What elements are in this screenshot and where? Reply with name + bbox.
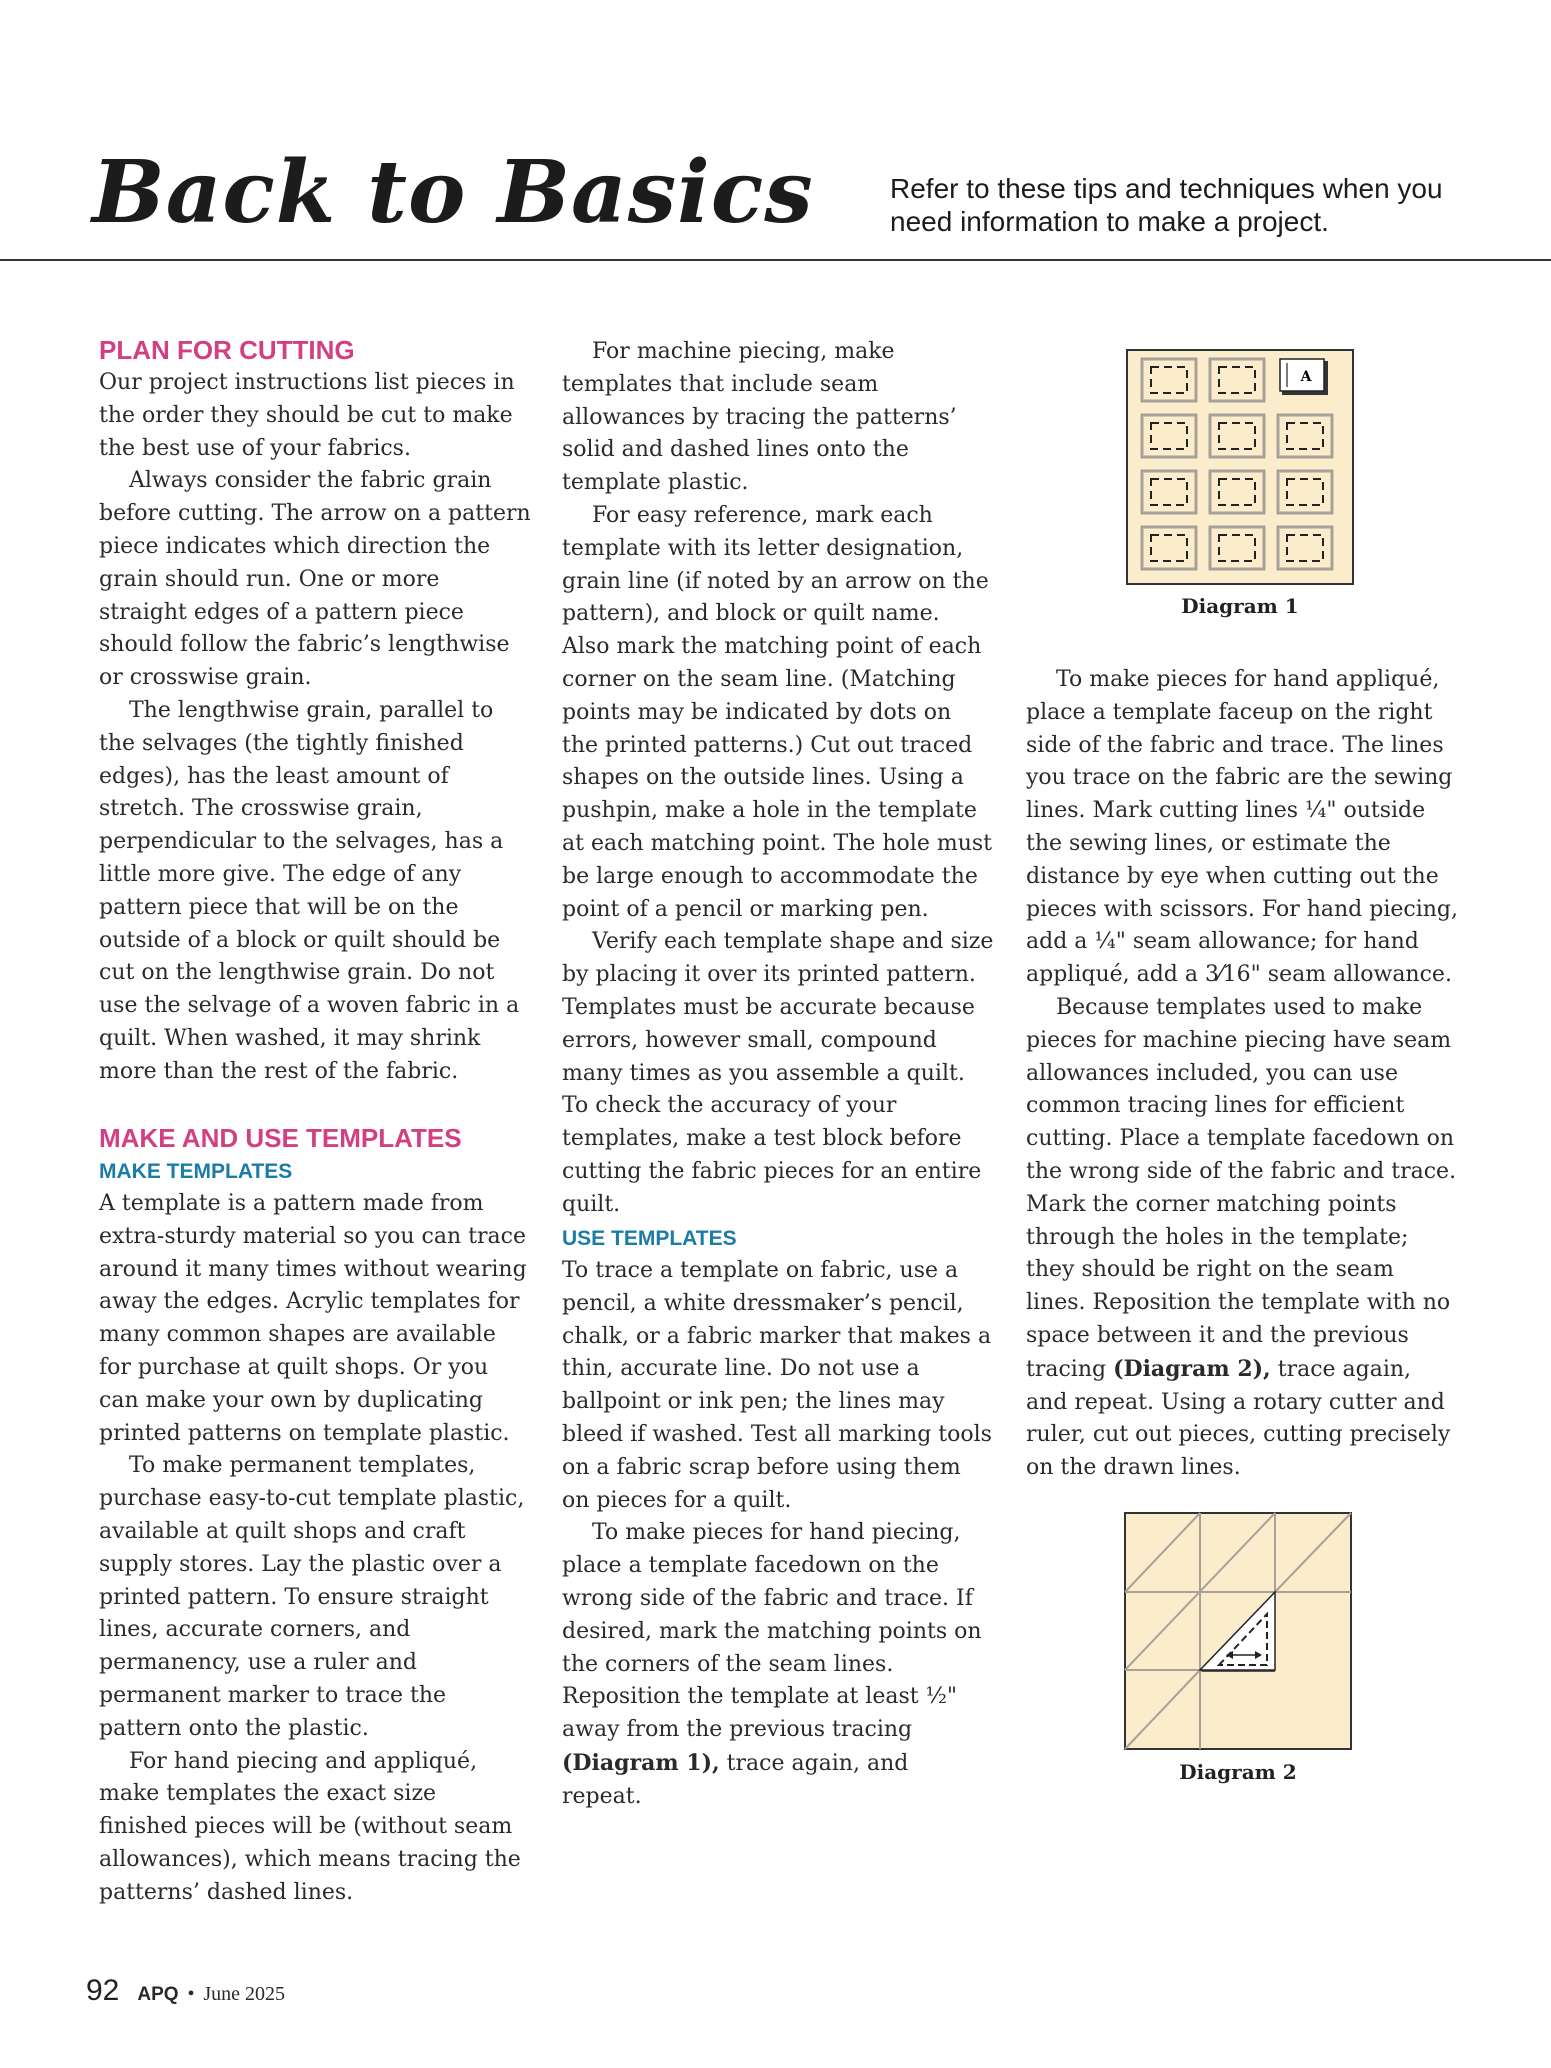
section-heading-plan-for-cutting: PLAN FOR CUTTING	[99, 335, 355, 365]
paragraph: To trace a template on fabric, use a pencil, a white dressmaker’s pencil, chalk, or a fabric marker that makes a thin, accurate line. Do not use a ballpoint or ink pen; the lines may bleed if washed. Test all marking tools on a fabric scrap before using them on pieces for a quilt.	[562, 1258, 992, 1513]
column-1	[99, 334, 531, 1089]
page-title: Back to Basics	[92, 142, 814, 243]
diagram-1	[1126, 349, 1354, 585]
traced-template	[1142, 359, 1196, 401]
traced-template	[1210, 471, 1264, 513]
page-number: 92	[86, 1974, 120, 2007]
traced-template	[1142, 471, 1196, 513]
template-a	[1280, 359, 1328, 395]
template-letter: A	[1300, 369, 1312, 385]
diagram-reference: (Diagram 1),	[562, 1749, 720, 1776]
paragraph: For hand piecing and appliqué, make templates the exact size finished pieces will be (without seam allowances), which means tracing the patterns’ dashed lines.	[99, 1748, 521, 1905]
paragraph: To make permanent templates, purchase easy-to-cut template plastic, available at quilt shops and craft supply stores. Lay the plastic over a printed pattern. To ensure straight lines, accurate corners, and permanency, use a ruler and permanent marker to trace the pattern onto the plastic.	[99, 1453, 525, 1741]
separator: •	[187, 1983, 195, 2005]
text: Because templates used to make pieces for machine piecing have seam allowances included, you can use common tracing lines for efficient cutting. Place a template facedown on the wrong side of the fabric and trace. Mark the corner matching points through the holes in the template; they should be right on the seam lines. Reposition the template with no space between it and the previous tracing	[1026, 994, 1457, 1382]
section-heading-make-and-use-templates: MAKE AND USE TEMPLATES	[99, 1123, 462, 1153]
diagram-reference: (Diagram 2),	[1113, 1355, 1271, 1382]
paragraph: For easy reference, mark each template with its letter designation, grain line (if noted by an arrow on the pattern), and block or quilt name. Also mark the matching point of each corner on the seam line. (Matching points may be indicated by dots on the printed patterns.) Cut out traced shapes on the outside lines. Using a pushpin, make a hole in the template at each matching point. The hole must be large enough to accommodate the point of a pencil or marking pen.	[562, 502, 992, 922]
text: trace again, and repeat. Using a rotary cutter and ruler, cut out pieces, cutting precisely on the drawn lines.	[1026, 1356, 1451, 1481]
paragraph: To make pieces for hand appliqué, place a template faceup on the right side of the fabric and trace. The lines you trace on the fabric are the sewing lines. Mark cutting lines ¼" outside the sewing lines, or estimate the distance by eye when cutting out the pieces with scissors. For hand piecing, add a ¼" seam allowance; for hand appliqué, add a 3⁄16" seam allowance.	[1026, 667, 1458, 988]
paragraph: For machine piecing, make templates that include seam allowances by tracing the patterns’ solid and dashed lines onto the template plastic.	[562, 339, 957, 496]
paragraph: A template is a pattern made from extra-sturdy material so you can trace around it many times without wearing away the edges. Acrylic templates for many common shapes are available for purchase at quilt shops. Or you can make your own by duplicating printed patterns on template plastic.	[99, 1191, 527, 1446]
traced-template	[1142, 527, 1196, 569]
traced-template	[1142, 415, 1196, 457]
footer-credit	[137, 1974, 285, 2007]
page-footer	[86, 1974, 285, 2008]
paragraph: Verify each template shape and size by placing it over its printed pattern. Templates must be accurate because errors, however small, compound many times as you assemble a quilt. To check the accuracy of your templates, make a test block before cutting the fabric pieces for an entire quilt.	[562, 929, 994, 1217]
traced-template	[1278, 527, 1332, 569]
magazine-name: APQ	[137, 1984, 179, 2005]
traced-template	[1278, 471, 1332, 513]
diagram-1-caption: Diagram 1	[1181, 594, 1299, 618]
diagram-2-caption: Diagram 2	[1179, 1760, 1297, 1784]
page-subtitle: Refer to these tips and techniques when you need information to make a project.	[890, 173, 1443, 237]
issue-date: June 2025	[203, 1983, 286, 2005]
column-2	[562, 336, 994, 1222]
column-1-lower	[99, 1122, 531, 1910]
traced-template	[1278, 415, 1332, 457]
paragraph: The lengthwise grain, parallel to the selvages (the tightly finished edges), has the least amount of stretch. The crosswise grain, perpendicular to the selvages, has a little more give. The edge of any pattern piece that will be on the outside of a block or quilt should be cut on the lengthwise grain. Do not use the selvage of a woven fabric in a quilt. When washed, it may shrink more than the rest of the fabric.	[99, 697, 520, 1084]
column-2-lower	[562, 1222, 994, 1814]
text: To make pieces for hand piecing, place a template facedown on the wrong side of the fabric and trace. If desired, mark the matching points on the corners of the seam lines. Reposition the template at least ½" away from the previous tracing	[562, 1520, 982, 1743]
paragraph: Always consider the fabric grain before cutting. The arrow on a pattern piece indicates which direction the grain should run. One or more straight edges of a pattern piece should follow the fabric’s lengthwise or crosswise grain.	[99, 468, 531, 691]
traced-template	[1210, 527, 1264, 569]
paragraph	[562, 1517, 994, 1813]
subheading-use-templates: USE TEMPLATES	[562, 1227, 737, 1250]
header-divider	[0, 259, 1551, 261]
paragraph: Our project instructions list pieces in the order they should be cut to make the best use of your fabrics.	[99, 370, 515, 461]
traced-template	[1210, 359, 1264, 401]
paragraph	[1026, 992, 1458, 1485]
column-3	[1026, 664, 1458, 1485]
diagram-2	[1124, 1512, 1352, 1750]
subheading-make-templates: MAKE TEMPLATES	[99, 1160, 293, 1183]
text: trace again, and repeat.	[562, 1750, 909, 1809]
traced-template	[1210, 415, 1264, 457]
